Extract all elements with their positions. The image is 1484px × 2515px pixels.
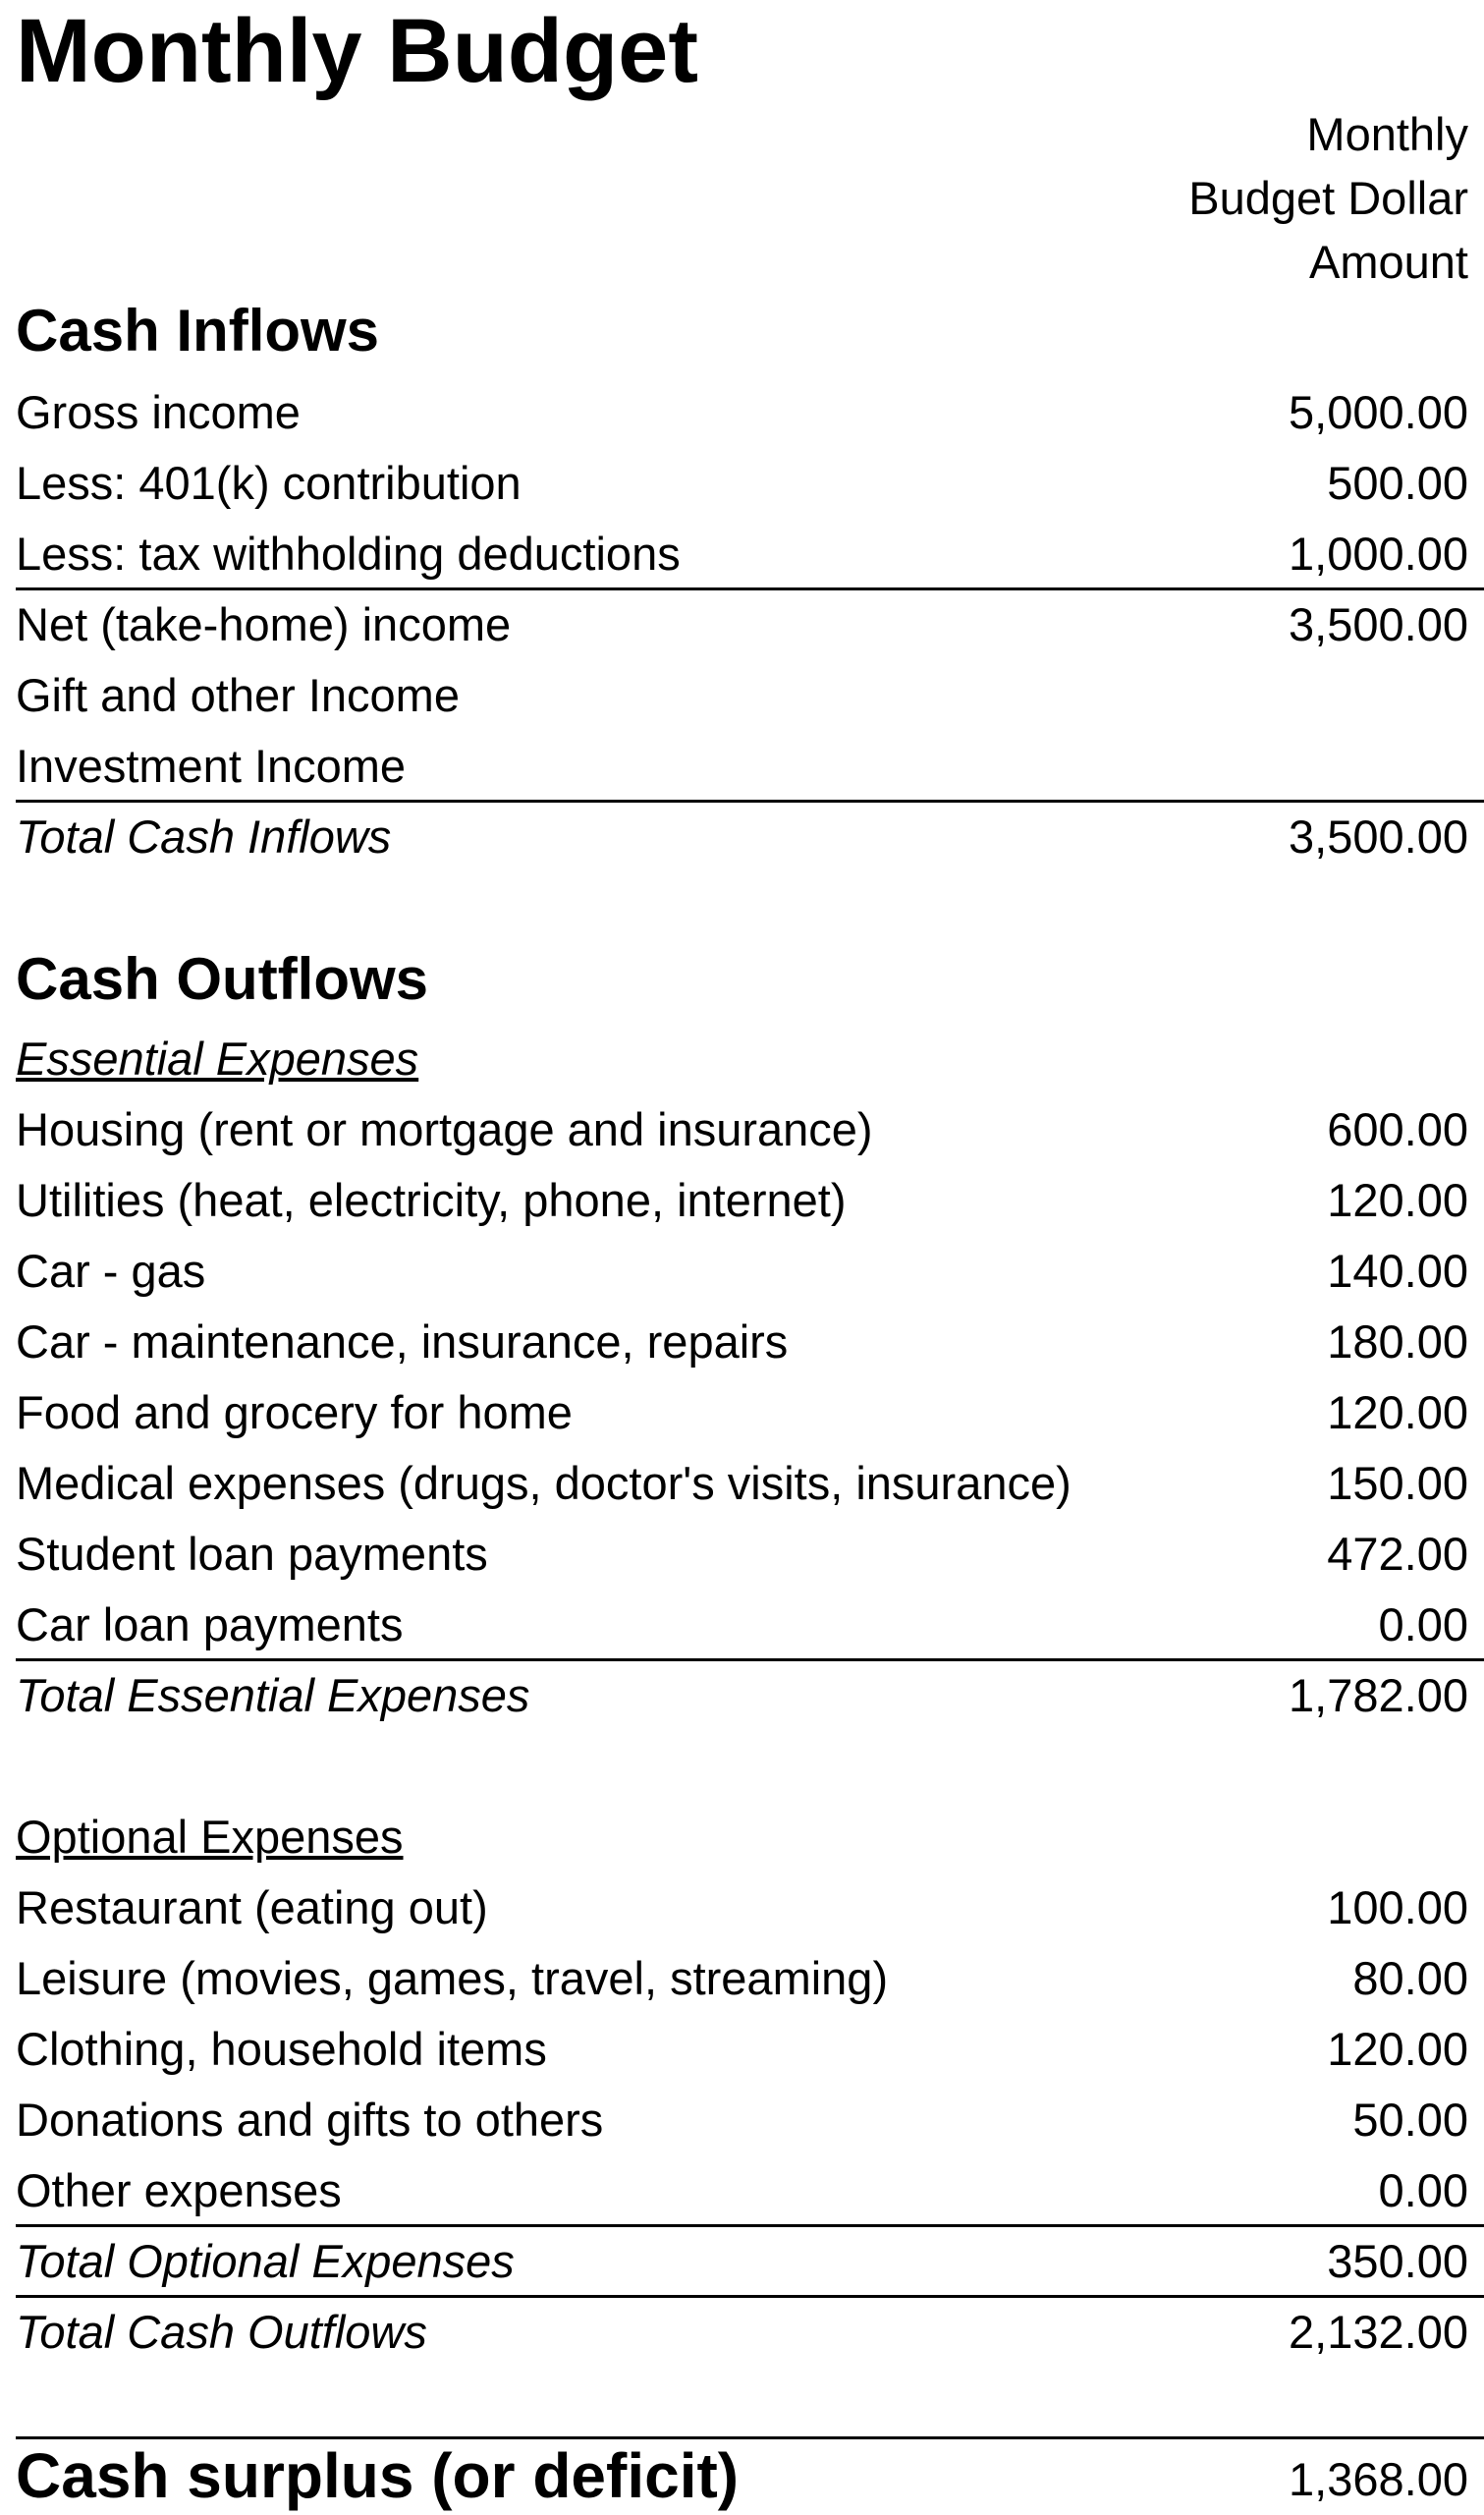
row-value: 1,000.00 [1289,528,1468,580]
total-cash-outflows-row [16,2297,1484,2368]
row-value: 5,000.00 [1289,386,1468,438]
row-value: 120.00 [1327,2023,1468,2075]
table-row [16,1943,1484,2014]
optional-expenses-heading: Optional Expenses [16,1811,404,1863]
row-value: 80.00 [1352,1952,1468,2004]
row-label: Utilities (heat, electricity, phone, internet) [16,1174,847,1226]
table-row [16,2155,1484,2226]
table-row [16,2085,1484,2155]
row-label: Car - maintenance, insurance, repairs [16,1315,789,1368]
row-value: 180.00 [1327,1315,1468,1368]
table-row [16,1307,1484,1377]
row-label: Restaurant (eating out) [16,1881,488,1933]
row-label: Donations and gifts to others [16,2094,604,2146]
row-label: Student loan payments [16,1528,488,1580]
row-label: Less: tax withholding deductions [16,528,681,580]
table-row [16,1872,1484,1943]
row-value: 140.00 [1327,1245,1468,1297]
table-row [16,660,1484,731]
total-cash-inflows-row [16,802,1484,872]
row-label: Gift and other Income [16,669,460,721]
table-row [16,1519,1484,1590]
cash-inflows-heading: Cash Inflows [16,298,380,363]
row-label: Food and grocery for home [16,1386,573,1438]
column-header-line-2: Budget Dollar [1188,172,1468,224]
surplus-value: 1,368.00 [1289,2453,1468,2505]
row-value: 100.00 [1327,1881,1468,1933]
table-row [16,589,1484,660]
total-value: 3,500.00 [1289,810,1468,863]
row-label: Investment Income [16,740,407,792]
row-value: 0.00 [1378,2164,1468,2216]
row-label: Leisure (movies, games, travel, streaming) [16,1952,889,2004]
essential-expenses-heading: Essential Expenses [16,1033,419,1085]
surplus-label: Cash surplus (or deficit) [16,2440,740,2511]
total-optional-expenses-row [16,2226,1484,2297]
total-value: 350.00 [1327,2235,1468,2287]
total-essential-expenses-row [16,1660,1484,1731]
row-value: 120.00 [1327,1174,1468,1226]
row-value: 0.00 [1378,1598,1468,1650]
table-row [16,1094,1484,1165]
table-row [16,1165,1484,1236]
total-label: Total Optional Expenses [16,2235,515,2287]
table-row [16,1236,1484,1307]
row-value: 500.00 [1327,457,1468,509]
page-title: Monthly Budget [16,1,698,101]
optional-expenses-heading-row [16,1802,1484,1872]
table-row [16,1590,1484,1660]
row-value: 120.00 [1327,1386,1468,1438]
row-value: 600.00 [1327,1103,1468,1155]
table-row [16,1448,1484,1519]
table-row [16,519,1484,589]
row-label: Housing (rent or mortgage and insurance) [16,1103,873,1155]
cash-inflows-heading-row [16,291,1484,373]
cash-outflows-heading: Cash Outflows [16,946,429,1012]
table-row [16,377,1484,448]
row-label: Other expenses [16,2164,342,2216]
row-label: Car loan payments [16,1598,404,1650]
total-value: 2,132.00 [1289,2306,1468,2358]
essential-expenses-heading-row [16,1024,1484,1094]
row-label: Car - gas [16,1245,206,1297]
total-label: Total Essential Expenses [16,1669,530,1721]
row-value: 150.00 [1327,1457,1468,1509]
amount-column-header [1115,102,1468,294]
column-header-line-1: Monthly [1306,108,1468,160]
cash-surplus-row [16,2438,1484,2515]
row-label: Medical expenses (drugs, doctor's visits, insurance) [16,1457,1072,1509]
total-label: Total Cash Inflows [16,810,392,863]
row-label: Clothing, household items [16,2023,547,2075]
column-header-line-3: Amount [1309,236,1468,288]
row-value: 3,500.00 [1289,598,1468,650]
cash-outflows-heading-row [16,939,1484,1022]
table-row [16,448,1484,519]
row-label: Gross income [16,386,301,438]
row-label: Less: 401(k) contribution [16,457,522,509]
table-row [16,1377,1484,1448]
row-value: 50.00 [1352,2094,1468,2146]
row-label: Net (take-home) income [16,598,512,650]
row-value: 472.00 [1327,1528,1468,1580]
total-label: Total Cash Outflows [16,2306,427,2358]
table-row [16,2014,1484,2085]
table-row [16,731,1484,802]
total-value: 1,782.00 [1289,1669,1468,1721]
